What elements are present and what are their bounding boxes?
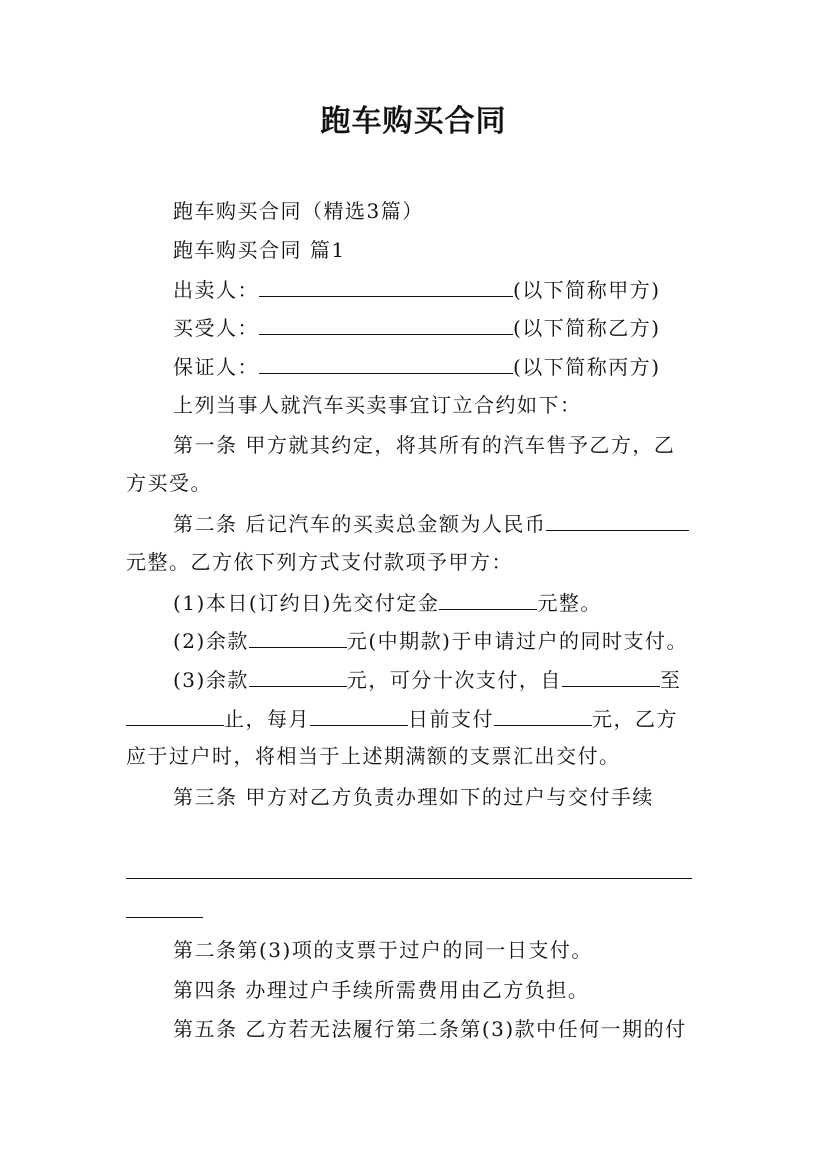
document-title: 跑车购买合同 — [320, 104, 507, 139]
seller-blank — [259, 274, 513, 297]
item3-text-f: 元，乙方 — [592, 707, 678, 731]
clause4: 第四条 办理过户手续所需费用由乙方负担。 — [173, 978, 590, 1002]
guarantor-suffix: (以下简称丙方) — [513, 355, 661, 379]
clause2-item2 — [173, 625, 688, 656]
clause1-line2: 方买受。 — [126, 471, 212, 495]
buyer-line — [173, 312, 661, 343]
total-amount-blank — [546, 508, 689, 531]
deposit-blank — [439, 587, 537, 610]
clause2-item3-line1 — [173, 664, 681, 695]
clause2-line2: 元整。乙方依下列方式支付款项予甲方： — [126, 550, 513, 574]
clause2-item3-line2 — [126, 703, 678, 734]
balance-blank — [249, 664, 347, 687]
item3-text-b: 元，可分十次支付，自 — [346, 668, 562, 692]
clause3-line1: 第三条 甲方对乙方负责办理如下的过户与交付手续 — [173, 785, 654, 809]
clause2-line1 — [173, 508, 689, 539]
clause2-item3-line3: 应于过户时，将相当于上述期满额的支票汇出交付。 — [126, 744, 621, 768]
item3-text-c: 至 — [659, 668, 682, 692]
day-blank — [310, 703, 408, 726]
item1-text-b: 元整。 — [537, 591, 602, 615]
guarantor-line — [173, 351, 661, 382]
procedure-blank-line — [126, 878, 692, 879]
buyer-blank — [259, 312, 513, 335]
clause2-note: 第二条第(3)项的支票于过户的同一日支付。 — [173, 938, 593, 962]
seller-suffix: (以下简称甲方) — [513, 278, 661, 302]
clause1-line1: 第一条 甲方就其约定，将其所有的汽车售予乙方，乙 — [173, 433, 676, 457]
guarantor-label: 保证人： — [173, 355, 259, 379]
clause2-text: 第二条 后记汽车的买卖总金额为人民币 — [173, 512, 547, 536]
mid-payment-blank — [249, 625, 347, 648]
procedure-blank-line-end — [126, 917, 203, 918]
item3-text-d: 止，每月 — [224, 707, 310, 731]
intro-paragraph: 上列当事人就汽车买卖事宜订立合约如下： — [173, 393, 582, 417]
installment-blank — [494, 703, 592, 726]
item3-text-a: (3)余款 — [173, 668, 249, 692]
seller-label: 出卖人： — [173, 278, 259, 302]
item1-text-a: (1)本日(订约日)先交付定金 — [173, 591, 440, 615]
guarantor-blank — [259, 351, 513, 374]
item3-text-e: 日前支付 — [408, 707, 494, 731]
item2-text-b: 元(中期款)于申请过户的同时支付。 — [346, 629, 688, 653]
article-heading: 跑车购买合同 篇1 — [173, 238, 346, 262]
seller-line — [173, 274, 661, 305]
end-date-blank — [126, 703, 224, 726]
clause5-line1: 第五条 乙方若无法履行第二条第(3)款中任何一期的付 — [173, 1017, 687, 1041]
item2-text-a: (2)余款 — [173, 629, 249, 653]
document-subtitle: 跑车购买合同（精选3篇） — [173, 199, 424, 223]
clause2-item1 — [173, 587, 602, 618]
start-date-blank — [562, 664, 660, 687]
buyer-suffix: (以下简称乙方) — [513, 316, 661, 340]
buyer-label: 买受人： — [173, 316, 259, 340]
